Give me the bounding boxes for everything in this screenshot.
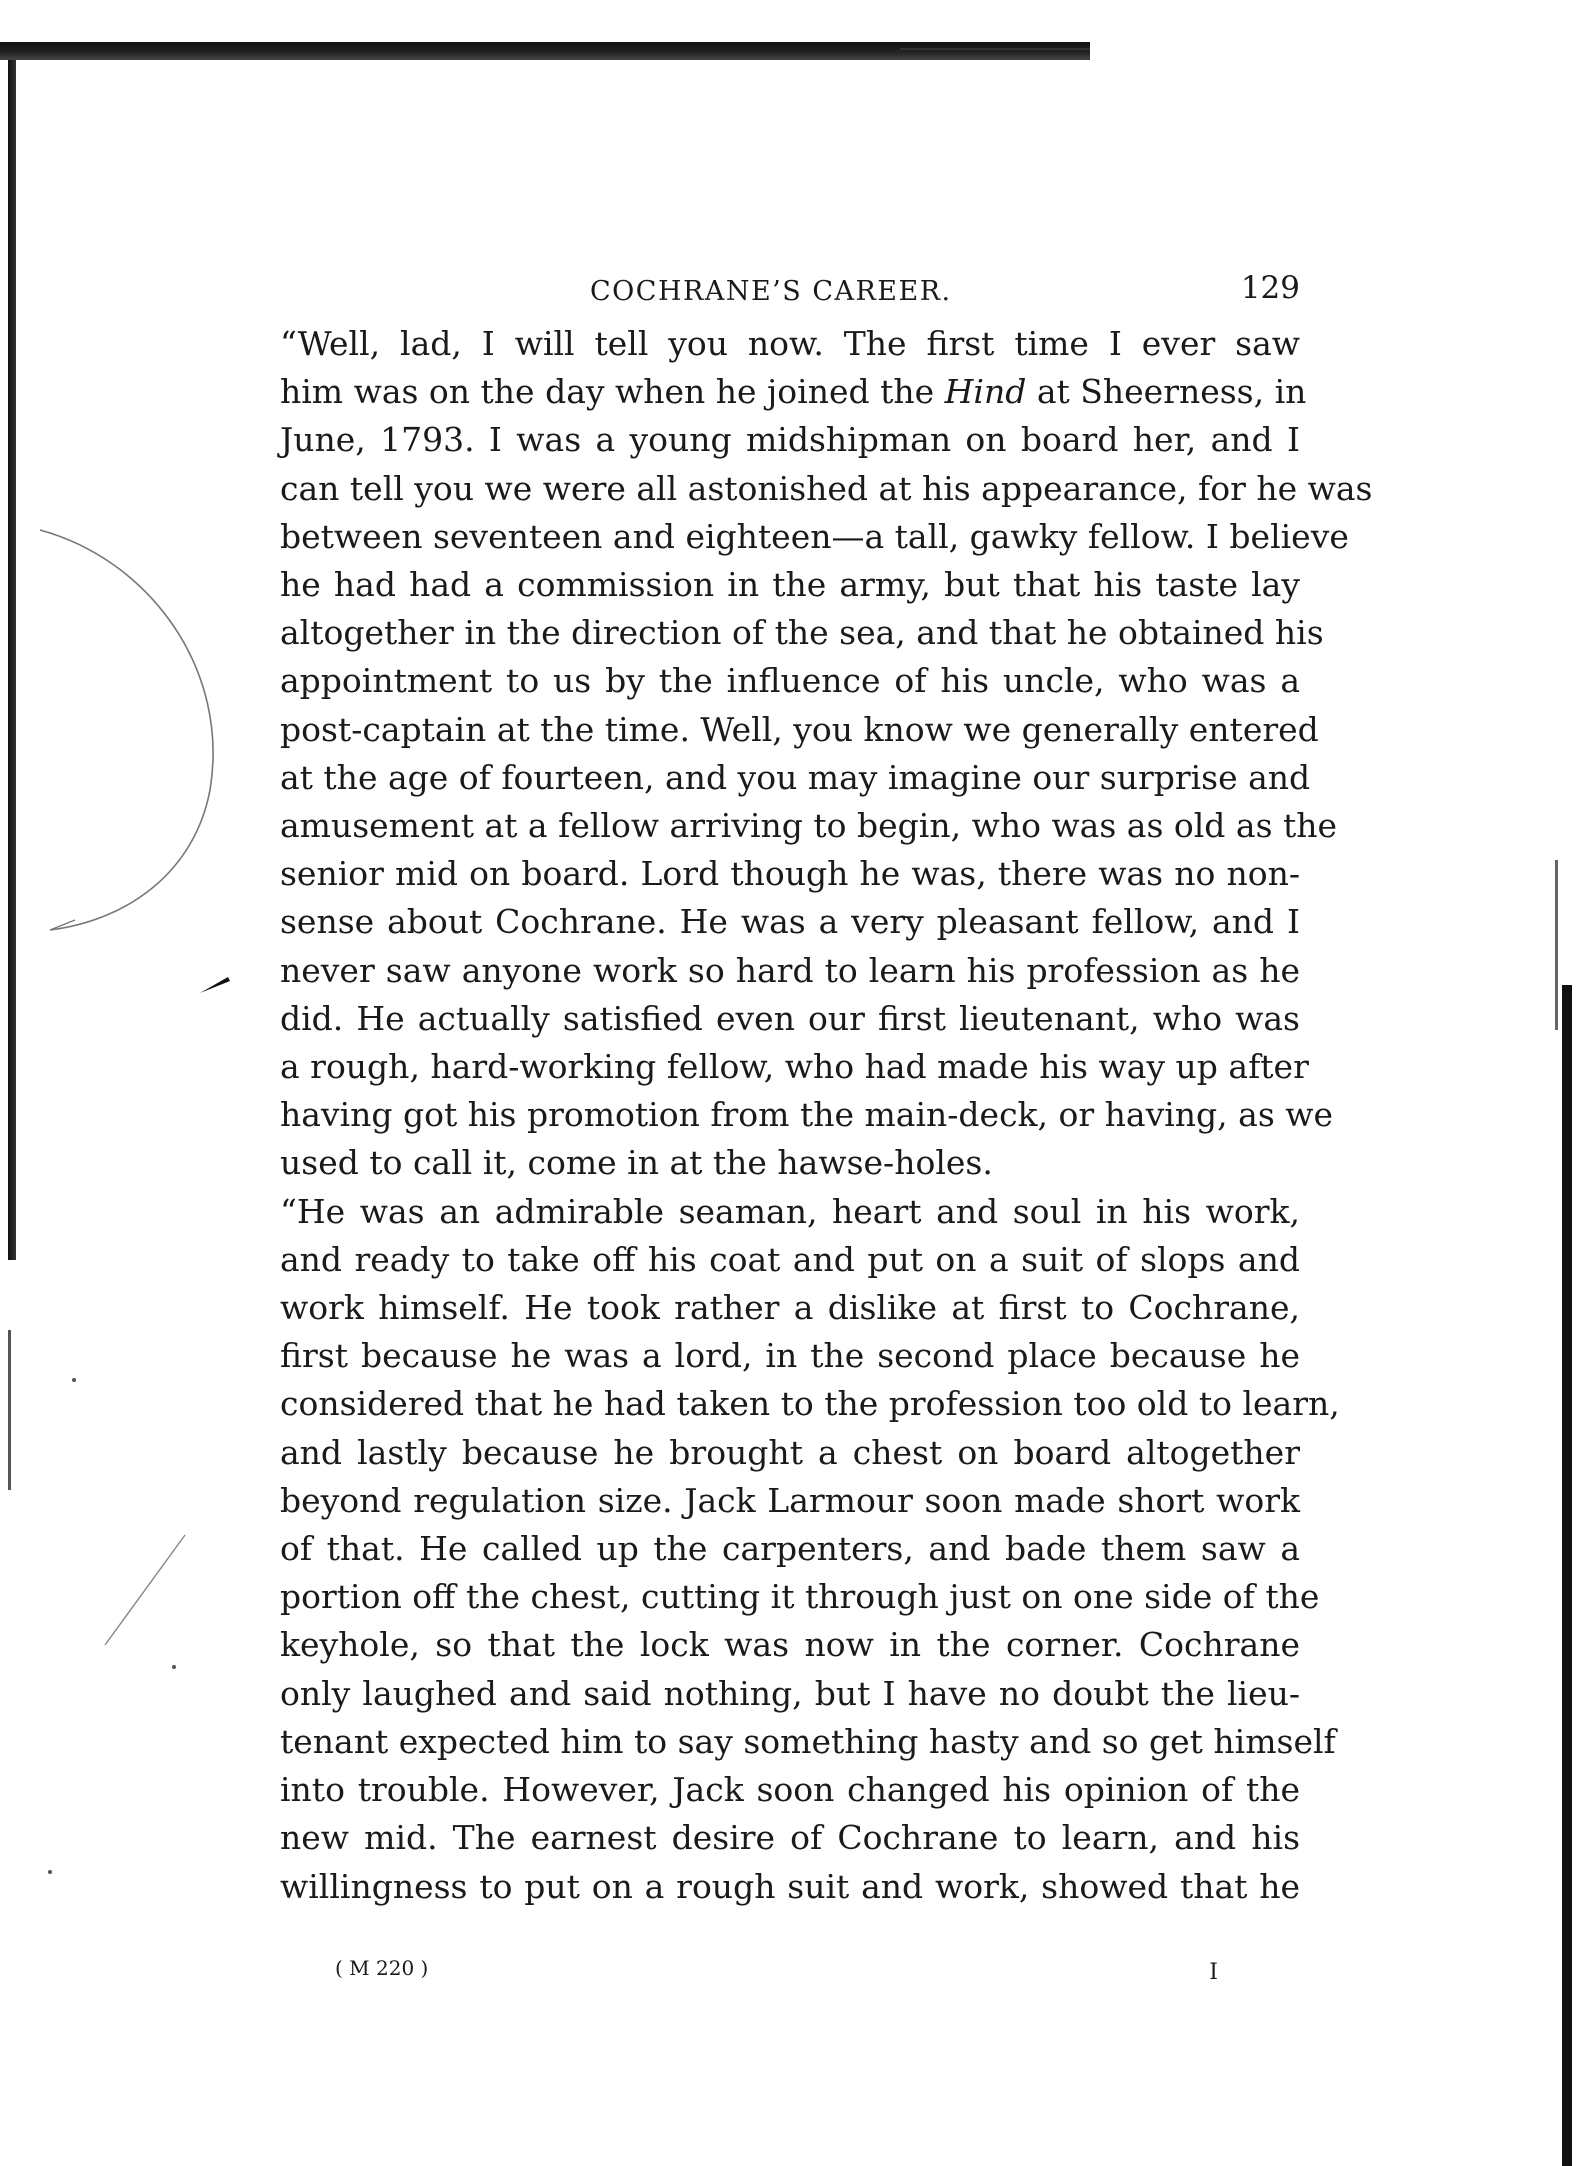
text-line: “He was an admirable seaman, heart and soul in his work,: [280, 1191, 1300, 1231]
text-line: work himself. He took rather a dislike at first to Cochrane,: [280, 1288, 1300, 1328]
text-line: a rough, hard-working fellow, who had made his way up after: [280, 1047, 1309, 1087]
text-line: altogether in the direction of the sea, and that he obtained his: [280, 613, 1324, 653]
text-line: him was on the day when he joined the Hind at Sheerness, in: [280, 372, 1307, 412]
text-line: senior mid on board. Lord though he was, there was no non-: [280, 854, 1300, 894]
scan-top-bar: [0, 42, 1090, 60]
footer-mark: I: [1209, 1960, 1218, 1985]
pencil-arc-mark: [0, 500, 240, 960]
body-text: [240, 320, 1373, 1911]
text-line: did. He actually satisfied even our first lieutenant, who was: [280, 998, 1300, 1038]
scan-left-edge-lower: [8, 1330, 11, 1490]
scan-right-edge: [1562, 985, 1572, 2166]
text-line: “Well, lad, I will tell you now. The first time I ever saw: [280, 324, 1300, 363]
text-line: he had had a commission in the army, but that his taste lay: [280, 565, 1300, 605]
book-page: [240, 270, 1373, 1985]
text-line: sense about Cochrane. He was a very pleasant fellow, and I: [280, 902, 1300, 942]
scan-right-line: [1555, 860, 1558, 1030]
page-number: 129: [1240, 270, 1300, 306]
text-line: never saw anyone work so hard to learn his profession as he: [280, 950, 1300, 990]
text-line: willingness to put on a rough suit and work, showed that he: [280, 1866, 1300, 1906]
text-line: can tell you we were all astonished at his appearance, for he was: [280, 468, 1373, 508]
ship-name: Hind: [944, 372, 1027, 412]
scan-speck: [72, 1378, 76, 1382]
scan-speck: [172, 1665, 176, 1669]
running-head-title: COCHRANE’S CAREER.: [590, 276, 952, 307]
text-line: amusement at a fellow arriving to begin, who was as old as the: [280, 806, 1338, 846]
ink-mark: [198, 973, 232, 995]
scan-top-line: [900, 48, 1090, 50]
running-head: [240, 270, 1300, 320]
scan-speck: [48, 1870, 52, 1874]
text-line: having got his promotion from the main-deck, or having, as we: [280, 1095, 1334, 1135]
pencil-slash-mark: [100, 1530, 190, 1650]
text-line: post-captain at the time. Well, you know we generally entered: [280, 709, 1319, 749]
text-line: into trouble. However, Jack soon changed his opinion of the: [280, 1770, 1300, 1810]
text-line: of that. He called up the carpenters, and bade them saw a: [280, 1529, 1300, 1569]
text-line: keyhole, so that the lock was now in the corner. Cochrane: [280, 1625, 1300, 1665]
text-line: and ready to take off his coat and put on a suit of slops and: [280, 1239, 1300, 1279]
paragraph: [240, 1188, 1340, 1911]
text-line: used to call it, come in at the hawse-holes.: [280, 1143, 993, 1183]
text-line: June, 1793. I was a young midshipman on board her, and I: [280, 420, 1300, 460]
text-line: portion off the chest, cutting it through just on one side of the: [280, 1577, 1320, 1617]
signature-mark: ( M 220 ): [335, 1956, 429, 1980]
text-line: only laughed and said nothing, but I have no doubt the lieu-: [280, 1673, 1300, 1713]
text-line: beyond regulation size. Jack Larmour soon made short work: [280, 1480, 1300, 1520]
text-line: and lastly because he brought a chest on board altogether: [280, 1432, 1300, 1472]
text-line: first because he was a lord, in the second place because he: [280, 1336, 1300, 1376]
text-line: at the age of fourteen, and you may imagine our surprise and: [280, 757, 1311, 797]
page-footer: [240, 1956, 1300, 1996]
text-line: tenant expected him to say something hasty and so get himself: [280, 1721, 1336, 1761]
text-line: new mid. The earnest desire of Cochrane to learn, and his: [280, 1818, 1300, 1858]
scan-left-edge: [8, 60, 16, 1260]
text-line: appointment to us by the influence of his uncle, who was a: [280, 661, 1300, 701]
text-line: considered that he had taken to the profession too old to learn,: [280, 1384, 1340, 1424]
text-line: between seventeen and eighteen—a tall, gawky fellow. I believe: [280, 516, 1349, 556]
paragraph: [240, 320, 1373, 1188]
